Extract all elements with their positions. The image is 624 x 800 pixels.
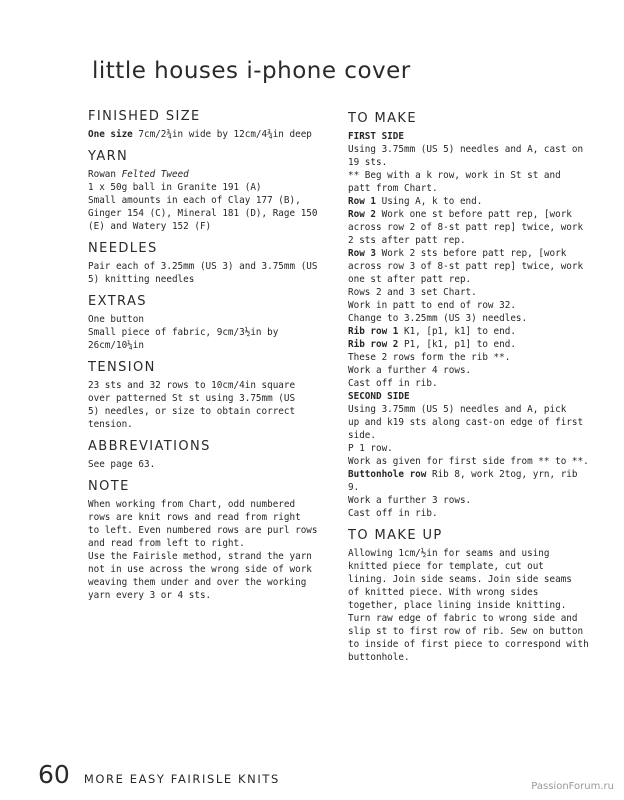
yarn-heading: YARN — [88, 149, 129, 164]
note-section — [88, 478, 336, 602]
instruction-line: Work in patt to end of row 32. — [348, 300, 516, 311]
finished-size-heading: FINISHED SIZE — [88, 109, 201, 124]
finished-size-text: 7cm/2¾in wide by 12cm/4¾in deep — [132, 129, 312, 140]
yarn-line: (E) and Watery 152 (F) — [88, 221, 212, 232]
instruction-line: Using 3.75mm (US 5) needles and A, pick — [348, 404, 567, 415]
extras-line: 26cm/10¼in — [88, 340, 144, 351]
note-line: weaving them under and over the working — [88, 577, 307, 588]
instruction-line: ** Beg with a k row, work in St st and — [348, 170, 561, 181]
watermark: PassionForum.ru — [531, 781, 614, 792]
needles-heading: NEEDLES — [88, 241, 158, 256]
left-column — [88, 108, 336, 609]
tension-line: tension. — [88, 419, 133, 430]
tension-line: 5) needles, or size to obtain correct — [88, 406, 296, 417]
to-make-up-heading: TO MAKE UP — [348, 528, 443, 543]
yarn-line: Ginger 154 (C), Mineral 181 (D), Rage 150 — [88, 208, 318, 219]
make-up-line: of knitted piece. With wrong sides — [348, 587, 539, 598]
note-line: rows are knit rows and read from right — [88, 512, 301, 523]
needles-section — [88, 240, 336, 286]
instruction-line: side. — [348, 430, 376, 441]
make-up-line: lining. Join side seams. Join side seams — [348, 574, 572, 585]
yarn-section — [88, 148, 336, 233]
row-1-label: Row 1 — [348, 196, 376, 207]
right-column — [348, 110, 602, 671]
abbreviations-line: See page 63. — [88, 459, 156, 470]
note-line: When working from Chart, odd numbered — [88, 499, 296, 510]
yarn-line: 1 x 50g ball in Granite 191 (A) — [88, 182, 262, 193]
note-heading: NOTE — [88, 479, 130, 494]
first-side-subheading: FIRST SIDE — [348, 131, 404, 142]
make-up-line: Turn raw edge of fabric to wrong side and — [348, 613, 578, 624]
yarn-brand: Rowan — [88, 169, 122, 180]
instruction-line: Cast off in rib. — [348, 378, 438, 389]
second-side-subheading: SECOND SIDE — [348, 391, 410, 402]
finished-size-label: One size — [88, 129, 133, 140]
yarn-line: Small amounts in each of Clay 177 (B), — [88, 195, 301, 206]
note-line: not in use across the wrong side of work — [88, 564, 312, 575]
note-line: yarn every 3 or 4 sts. — [88, 590, 212, 601]
instruction-line: across row 3 of 8-st patt rep] twice, work — [348, 261, 584, 272]
row-3-line — [348, 247, 602, 260]
make-up-line: slip st to first row of rib. Sew on button — [348, 626, 584, 637]
rib-row-1-text: K1, [p1, k1] to end. — [398, 326, 516, 337]
instruction-line: Change to 3.25mm (US 3) needles. — [348, 313, 528, 324]
row-2-line — [348, 208, 602, 221]
rib-row-2-text: P1, [k1, p1] to end. — [398, 339, 516, 350]
buttonhole-row-text: Rib 8, work 2tog, yrn, rib — [426, 469, 578, 480]
instruction-line: up and k19 sts along cast-on edge of first — [348, 417, 584, 428]
instruction-line: across row 2 of 8-st patt rep] twice, work — [348, 222, 584, 233]
rib-row-1-label: Rib row 1 — [348, 326, 399, 337]
abbreviations-section — [88, 438, 336, 471]
make-up-line: buttonhole. — [348, 652, 410, 663]
instruction-line: 2 sts after patt rep. — [348, 235, 466, 246]
rib-row-2-label: Rib row 2 — [348, 339, 399, 350]
instruction-line: Using 3.75mm (US 5) needles and A, cast on — [348, 144, 584, 155]
note-line: and read from left to right. — [88, 538, 245, 549]
tension-line: over patterned St st using 3.75mm (US — [88, 393, 296, 404]
tension-section — [88, 359, 336, 431]
to-make-up-section — [348, 527, 602, 664]
row-2-label: Row 2 — [348, 209, 376, 220]
book-title: MORE EASY FAIRISLE KNITS — [83, 772, 280, 786]
instruction-line: P 1 row. — [348, 443, 393, 454]
make-up-line: to inside of first piece to correspond with — [348, 639, 589, 650]
row-2-text: Work one st before patt rep, [work — [376, 209, 572, 220]
instruction-line: These 2 rows form the rib **. — [348, 352, 511, 363]
needles-line: Pair each of 3.25mm (US 3) and 3.75mm (US — [88, 261, 318, 272]
to-make-section — [348, 110, 602, 520]
extras-line: Small piece of fabric, 9cm/3½in by — [88, 327, 279, 338]
instruction-line: Rows 2 and 3 set Chart. — [348, 287, 477, 298]
instruction-line: one st after patt rep. — [348, 274, 472, 285]
row-3-text: Work 2 sts before patt rep, [work — [376, 248, 567, 259]
row-1-text: Using A, k to end. — [376, 196, 483, 207]
page-title: little houses i-phone cover — [92, 58, 411, 84]
instruction-line: Cast off in rib. — [348, 508, 438, 519]
abbreviations-heading: ABBREVIATIONS — [88, 439, 211, 454]
instruction-line: Work as given for first side from ** to **. — [348, 456, 589, 467]
tension-line: 23 sts and 32 rows to 10cm/4in square — [88, 380, 296, 391]
instruction-line: patt from Chart. — [348, 183, 438, 194]
note-line: to left. Even numbered rows are purl rows — [88, 525, 318, 536]
extras-line: One button — [88, 314, 144, 325]
extras-section — [88, 293, 336, 352]
yarn-brand-line — [88, 168, 336, 181]
extras-heading: EXTRAS — [88, 294, 147, 309]
instruction-line: Work a further 3 rows. — [348, 495, 472, 506]
make-up-line: Allowing 1cm/½in for seams and using — [348, 548, 550, 559]
row-1-line — [348, 195, 602, 208]
instruction-line: Work a further 4 rows. — [348, 365, 472, 376]
finished-size-section — [88, 108, 336, 141]
tension-heading: TENSION — [88, 360, 156, 375]
instruction-line: 9. — [348, 482, 360, 493]
instruction-line: 19 sts. — [348, 157, 388, 168]
to-make-heading: TO MAKE — [348, 111, 417, 126]
page-number: 60 — [38, 760, 70, 789]
page-footer — [38, 760, 280, 789]
yarn-name: Felted Tweed — [121, 169, 189, 180]
row-3-label: Row 3 — [348, 248, 376, 259]
needles-line: 5) knitting needles — [88, 274, 195, 285]
make-up-line: knitted piece for template, cut out — [348, 561, 544, 572]
rib-row-2-line — [348, 338, 602, 351]
make-up-line: together, place lining inside knitting. — [348, 600, 567, 611]
buttonhole-row-line — [348, 468, 602, 481]
finished-size-line — [88, 128, 336, 141]
rib-row-1-line — [348, 325, 602, 338]
buttonhole-row-label: Buttonhole row — [348, 469, 427, 480]
note-line: Use the Fairisle method, strand the yarn — [88, 551, 312, 562]
